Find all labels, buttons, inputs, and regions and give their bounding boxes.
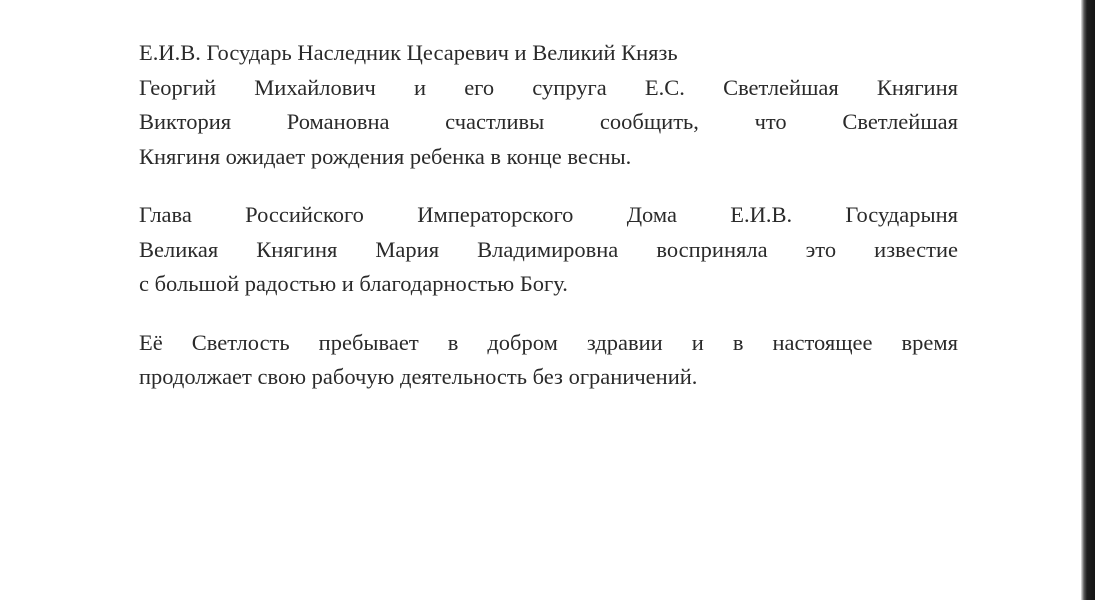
text-line: Княгиня ожидает рождения ребенка в конце весны.	[139, 143, 632, 169]
text-line: с большой радостью и благодарностью Богу.	[139, 271, 568, 296]
window-edge-border	[1081, 0, 1095, 600]
text-line: Глава Российского Императорского Дома Е.И.В. Государыня	[139, 202, 958, 227]
text-line: Е.И.В. Государь Наследник Цесаревич и Великий Князь	[139, 40, 678, 65]
text-line: Георгий Михайлович и его супруга Е.С. Светлейшая Княгиня	[139, 74, 958, 100]
text-line: Виктория Романовна счастливы сообщить, что Светлейшая	[139, 109, 958, 134]
paragraph-announcement	[139, 36, 958, 174]
paragraph-head-of-house	[139, 198, 958, 302]
document-body	[139, 36, 958, 419]
text-line: Великая Княгиня Мария Владимировна восприняла это известие	[139, 236, 958, 262]
text-line: продолжает свою рабочую деятельность без ограничений.	[139, 364, 698, 389]
paragraph-health	[139, 326, 958, 395]
text-line: Её Светлость пребывает в добром здравии и в настоящее время	[139, 329, 958, 355]
